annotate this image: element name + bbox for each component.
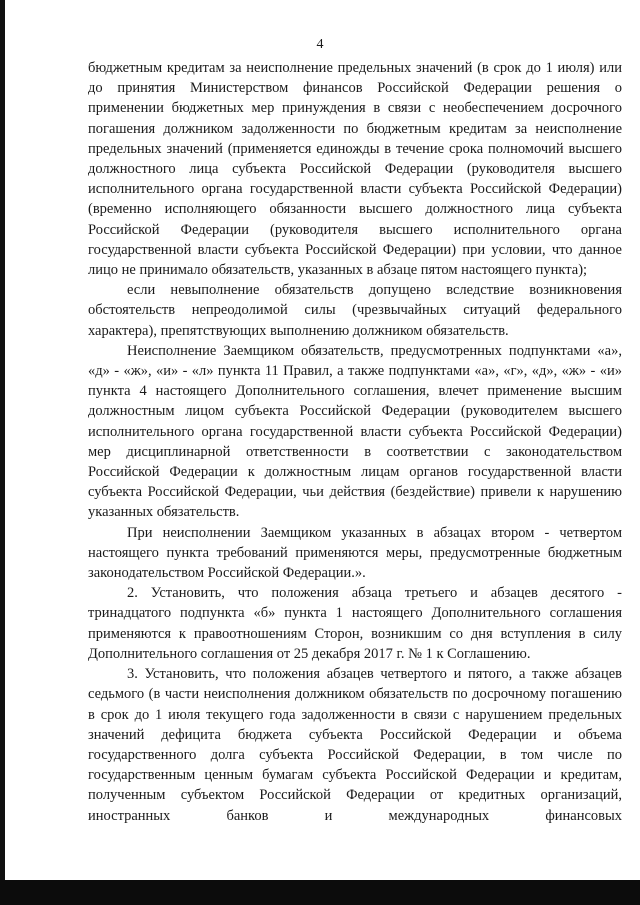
paragraph-item-2: 2. Установить, что положения абзаца третьего и абзацев десятого - тринадцатого подпункта «б» пункта 1 настоящего Дополнительного соглашения применяются к правоотношениям Сторон, возникшим со дня вступления в силу Дополнительного соглашения от 25 декабря 2017 г. № 1 к Соглашению. [88,585,622,662]
scan-bottom-border [0,880,640,905]
paragraph-measures: При неисполнении Заемщиком указанных в абзацах втором - четвертом настоящего пункта требований применяются меры, предусмотренные бюджетным законодательством Российской Федерации.». [88,524,622,582]
paragraph-item-3: 3. Установить, что положения абзацев четвертого и пятого, а также абзацев седьмого (в части неисполнения должником обязательств по досрочному погашению в срок до 1 июля текущего года задолженности в связи с нарушением предельных значений дефицита бюджета субъекта Российской Федерации и объема государственного долга субъекта Российской Федерации, в том числе по государственным ценным бумагам субъекта Российской Федерации и кредитам, полученным субъектом Российской Федерации от кредитных организаций, иностранных банков и международных финансовых [88,666,622,824]
document-body [88,58,622,826]
paragraph-force-majeure: если невыполнение обязательств допущено вследствие возникновения обстоятельств непреодолимой силы (чрезвычайных ситуаций федерального характера), препятствующих выполнению должником обязательств. [88,282,622,339]
scan-left-border [0,0,5,905]
paragraph-continuation: бюджетным кредитам за неисполнение предельных значений (в срок до 1 июля) или до принятия Министерством финансов Российской Федерации решения о применении бюджетных мер принуждения в связи с необеспечением досрочного погашения должником задолженности по бюджетным кредитам за неисполнение предельных значений (применяется единожды в течение срока полномочий высшего должностного лица субъекта Российской Федерации (руководителя высшего исполнительного органа государственной власти субъекта Российской Федерации) (временно исполняющего обязанности высшего должностного лица субъекта Российской Федерации (руководителя высшего исполнительного органа государственной власти субъекта Российской Федерации) при условии, что данное лицо не принимало обязательств, указанных в абзаце пятом настоящего пункта); [88,60,622,279]
page-number: 4 [316,37,324,52]
paragraph-nonfulfillment: Неисполнение Заемщиком обязательств, предусмотренных подпунктами «а», «д» - «ж», «и» - «л» пункта 11 Правил, а также подпунктами «а», «г», «д», «ж» - «и» пункта 4 настоящего Дополнительного соглашения, влечет применение высшим должностным лицом субъекта Российской Федерации (руководителем высшего исполнительного органа государственной власти субъекта Российской Федерации) мер дисциплинарной ответственности в соответствии с законодательством Российской Федерации к должностным лицам органов государственной власти субъекта Российской Федерации, чьи действия (бездействие) привели к нарушению указанных обязательств. [88,342,622,521]
